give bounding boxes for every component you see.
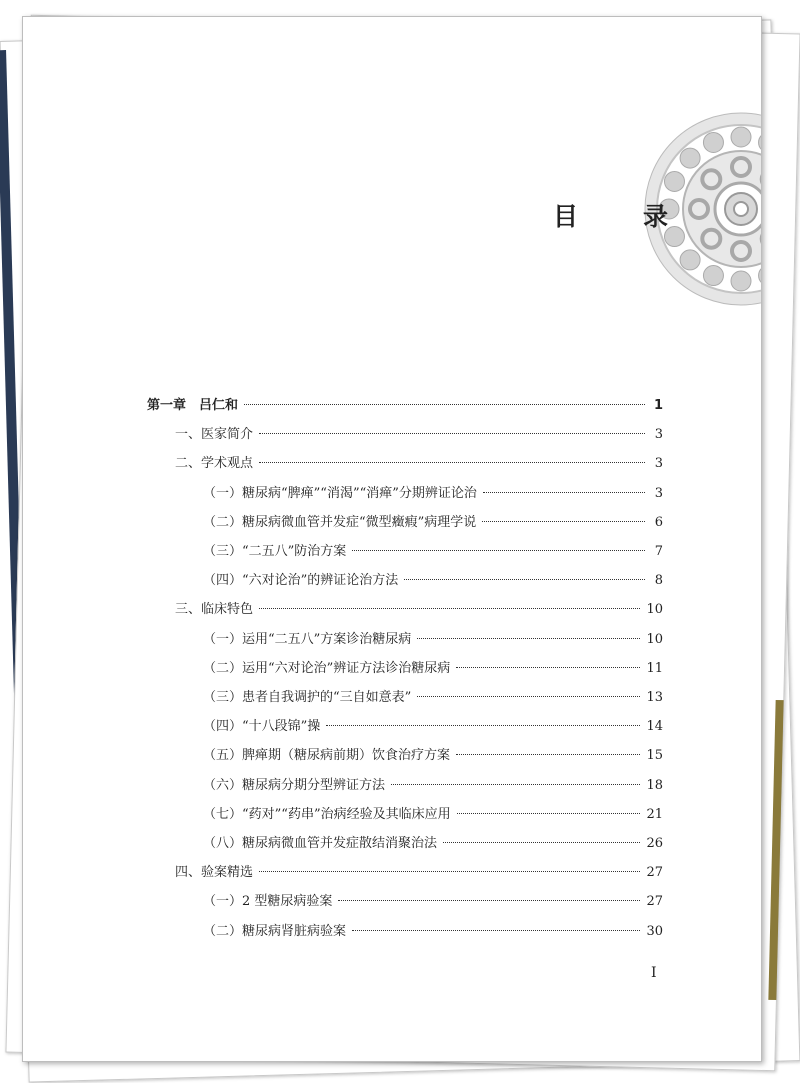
toc-page [22, 16, 762, 1062]
toc-entry[interactable] [203, 806, 663, 824]
page-title: 目 录 [553, 197, 688, 233]
toc-entry[interactable] [203, 631, 663, 649]
toc-entry-title: （八）糖尿病微血管并发症散结消聚治法 [203, 835, 437, 853]
toc-entry-title: （五）脾瘅期（糖尿病前期）饮食治疗方案 [203, 747, 450, 765]
toc-entry-title: （四）“六对论治”的辨证论治方法 [203, 572, 398, 590]
toc-entry-title: （二）糖尿病肾脏病验案 [203, 923, 346, 941]
toc-leader-dots [259, 608, 640, 609]
toc-leader-dots [404, 579, 645, 580]
toc-entry[interactable] [175, 864, 663, 882]
toc-entry[interactable] [203, 485, 663, 503]
toc-leader-dots [244, 404, 645, 405]
toc-entry-page: 3 [651, 426, 663, 444]
toc-entry[interactable] [203, 718, 663, 736]
toc-leader-dots [457, 813, 641, 814]
toc-leader-dots [483, 492, 645, 493]
toc-entry-page: 27 [646, 893, 663, 911]
toc-entry-title: 四、验案精选 [175, 864, 253, 882]
toc-entry[interactable] [203, 543, 663, 561]
toc-entry-title: （六）糖尿病分期分型辨证方法 [203, 777, 385, 795]
toc-entry[interactable] [175, 426, 663, 444]
toc-entry[interactable] [175, 455, 663, 473]
toc-entry[interactable] [147, 397, 663, 415]
toc-entry[interactable] [203, 689, 663, 707]
toc-entry-title: 三、临床特色 [175, 601, 253, 619]
toc-entry-page: 7 [651, 543, 663, 561]
toc-entry-page: 18 [646, 777, 663, 795]
toc-entry-page: 27 [646, 864, 663, 882]
toc-entry-title: （二）运用“六对论治”辨证方法诊治糖尿病 [203, 660, 450, 678]
toc-entry-page: 21 [646, 806, 663, 824]
toc-leader-dots [456, 754, 640, 755]
toc-entry-page: 13 [646, 689, 663, 707]
toc-entry-page: 1 [651, 397, 663, 415]
toc-entry[interactable] [203, 835, 663, 853]
toc-leader-dots [259, 433, 645, 434]
toc-entry-title: （一）运用“二五八”方案诊治糖尿病 [203, 631, 411, 649]
toc-entry-title: （三）“二五八”防治方案 [203, 543, 346, 561]
toc-entry-page: 8 [651, 572, 663, 590]
toc-leader-dots [338, 900, 640, 901]
toc-leader-dots [443, 842, 640, 843]
toc-entry-title: （四）“十八段锦”操 [203, 718, 320, 736]
toc-leader-dots [326, 725, 640, 726]
toc-entry-page: 26 [646, 835, 663, 853]
toc-entry-page: 15 [646, 747, 663, 765]
toc-entry[interactable] [203, 923, 663, 941]
toc-entry-page: 10 [646, 631, 663, 649]
toc-entry-title: 二、学术观点 [175, 455, 253, 473]
toc-leader-dots [259, 871, 640, 872]
table-of-contents [23, 17, 761, 1061]
toc-entry[interactable] [203, 572, 663, 590]
toc-leader-dots [417, 696, 640, 697]
toc-entry-title: （一）2 型糖尿病验案 [203, 893, 332, 911]
toc-leader-dots [456, 667, 640, 668]
toc-entry[interactable] [203, 514, 663, 532]
toc-entry-title: 第一章 吕仁和 [147, 397, 238, 415]
toc-entry[interactable] [203, 777, 663, 795]
toc-leader-dots [259, 462, 645, 463]
toc-entry-page: 14 [646, 718, 663, 736]
toc-leader-dots [391, 784, 640, 785]
toc-entry-title: （二）糖尿病微血管并发症“微型癥瘕”病理学说 [203, 514, 476, 532]
toc-entry-page: 30 [646, 923, 663, 941]
toc-entry-page: 3 [651, 455, 663, 473]
toc-entry[interactable] [175, 601, 663, 619]
toc-entry-page: 10 [646, 601, 663, 619]
page-number: I [651, 965, 657, 981]
toc-entry-page: 11 [646, 660, 663, 678]
toc-leader-dots [352, 550, 645, 551]
toc-entry[interactable] [203, 747, 663, 765]
toc-entry-title: （七）“药对”“药串”治病经验及其临床应用 [203, 806, 451, 824]
toc-entry-page: 3 [651, 485, 663, 503]
toc-entry[interactable] [203, 893, 663, 911]
toc-entry-title: （三）患者自我调护的“三自如意表” [203, 689, 411, 707]
toc-entry[interactable] [203, 660, 663, 678]
toc-entry-page: 6 [651, 514, 663, 532]
toc-leader-dots [352, 930, 640, 931]
toc-leader-dots [417, 638, 640, 639]
toc-leader-dots [482, 521, 645, 522]
toc-entry-title: （一）糖尿病“脾瘅”“消渴”“消瘅”分期辨证论治 [203, 485, 477, 503]
toc-entry-title: 一、医家简介 [175, 426, 253, 444]
